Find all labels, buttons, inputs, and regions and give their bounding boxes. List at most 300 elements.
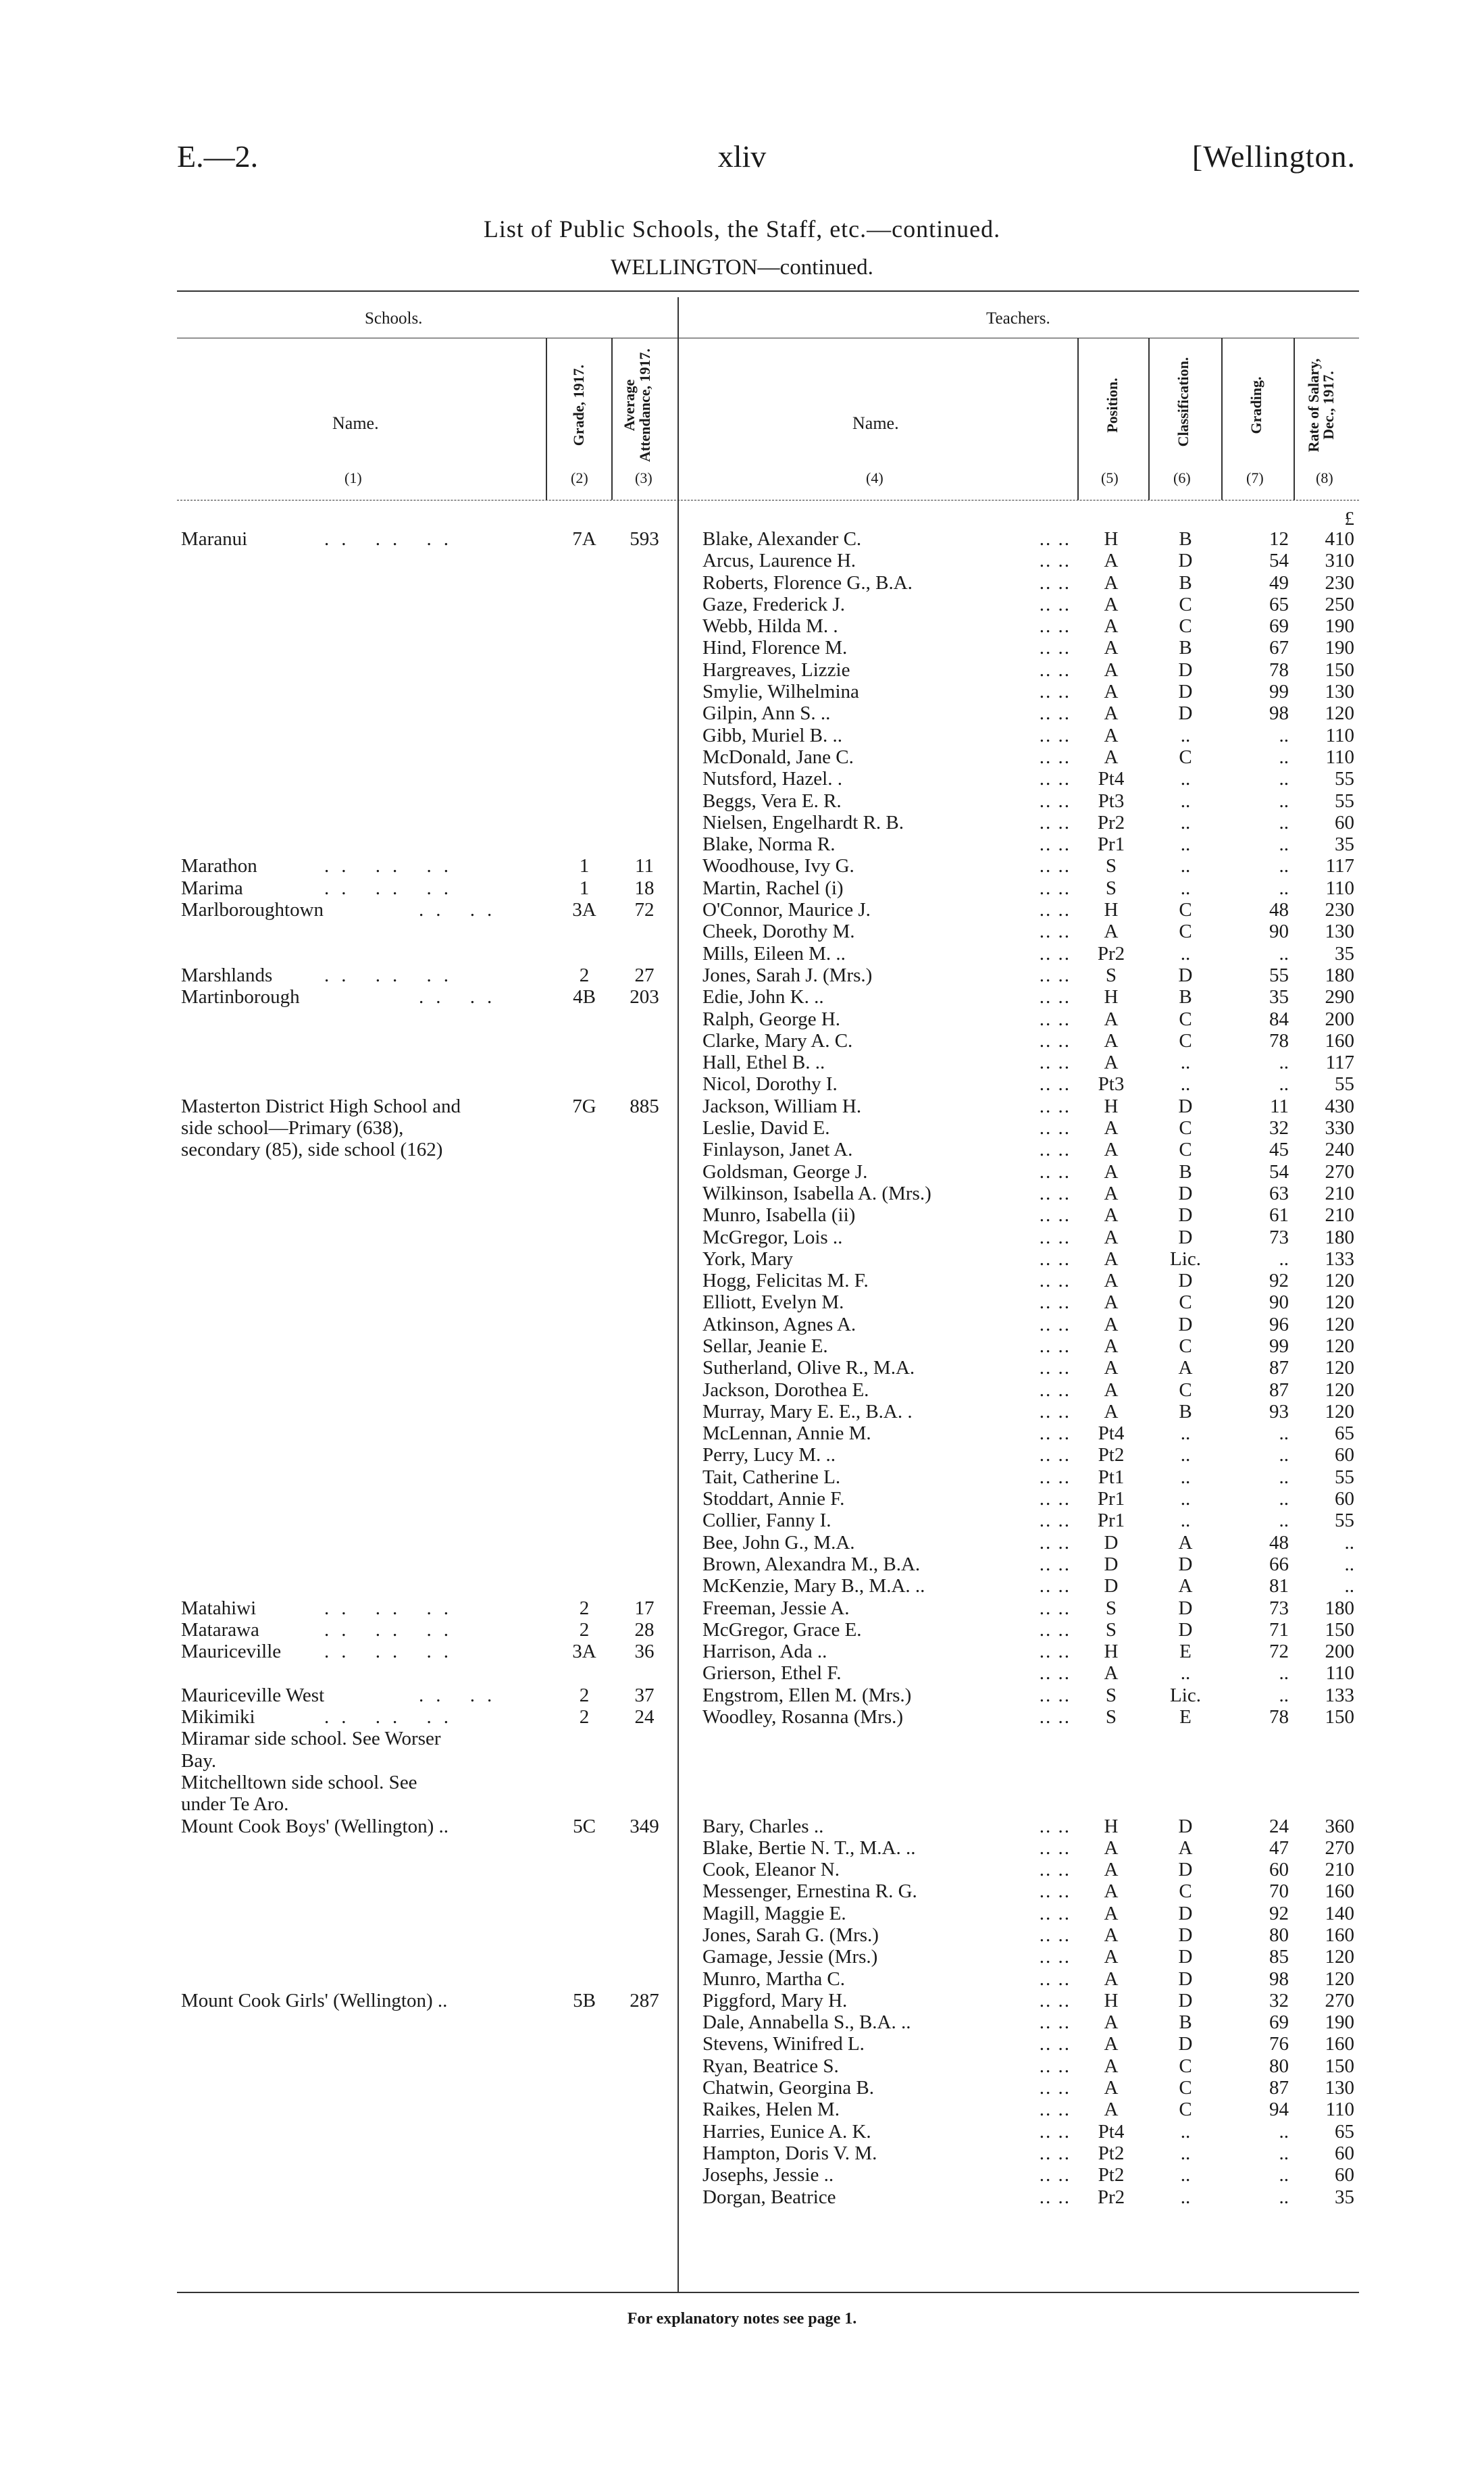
teacher-classification: C: [1179, 921, 1192, 943]
teacher-position: Pr2: [1097, 2186, 1125, 2208]
teacher-position: A: [1104, 1357, 1119, 1379]
teacher-position: A: [1104, 1226, 1119, 1248]
teacher-classification: C: [1179, 899, 1192, 921]
table-row: [0, 1685, 1484, 1706]
teacher-classification: B: [1179, 1160, 1192, 1183]
salary-rate: 110: [1325, 746, 1354, 768]
teacher-name: Harrison, Ada ..: [702, 1641, 827, 1663]
table-row: [0, 1532, 1484, 1554]
average-attendance: 593: [630, 528, 659, 550]
salary-rate: ..: [1344, 1531, 1354, 1554]
table-row: [0, 1816, 1484, 1837]
salary-rate: 110: [1325, 724, 1354, 746]
school-grade: 4B: [573, 986, 596, 1008]
leader-dots: .. ..: [1039, 2142, 1071, 2164]
average-attendance: 11: [635, 855, 654, 877]
teacher-grading: ..: [1279, 811, 1289, 833]
salary-rate: 290: [1325, 986, 1354, 1008]
table-row: [0, 1706, 1484, 1728]
leader-dots: .. ..: [1039, 1466, 1071, 1488]
table-row: [0, 2142, 1484, 2164]
teacher-classification: ..: [1180, 1662, 1191, 1685]
leader-dots: .. ..: [1039, 1924, 1071, 1946]
salary-rate: 60: [1335, 2142, 1354, 2164]
schools-group-heading: Schools.: [365, 309, 423, 328]
teacher-position: Pt1: [1098, 1466, 1125, 1488]
salary-heading: Rate of Salary, Dec., 1917.: [1305, 358, 1337, 453]
teacher-name: Cook, Eleanor N.: [702, 1859, 840, 1881]
table-row: [0, 1597, 1484, 1619]
teacher-name: Nicol, Dorothy I.: [702, 1073, 838, 1096]
teacher-name: Dorgan, Beatrice: [702, 2186, 836, 2208]
table-body: [0, 528, 1484, 2208]
col-divider: [1148, 338, 1150, 500]
table-row: [0, 1052, 1484, 1073]
column-number: (4): [866, 469, 884, 486]
leader-dots: .. ..: [1039, 1641, 1071, 1663]
teacher-name: Blake, Bertie N. T., M.A. ..: [702, 1837, 916, 1859]
table-row: [0, 2099, 1484, 2120]
page-title: List of Public Schools, the Staff, etc.—continued.: [483, 215, 1001, 242]
teacher-classification: C: [1179, 746, 1192, 768]
col-divider: [611, 338, 613, 500]
teacher-grading: 85: [1269, 1946, 1289, 1968]
teacher-name: Freeman, Jessie A.: [702, 1597, 850, 1619]
leader-dots: .. ..: [1039, 724, 1071, 746]
teacher-classification: D: [1178, 1815, 1193, 1837]
leader-dots: .. ..: [1039, 2011, 1071, 2034]
table-row: [0, 1335, 1484, 1357]
leader-dots: .. ..: [1039, 1815, 1071, 1837]
leader-dots: .. ..: [1039, 746, 1071, 768]
teacher-position: A: [1104, 1924, 1119, 1946]
teacher-position: A: [1104, 637, 1119, 659]
salary-rate: 120: [1325, 1335, 1354, 1357]
table-top-rule: [177, 290, 1359, 292]
teacher-position: A: [1104, 702, 1119, 725]
teacher-position: H: [1104, 1641, 1119, 1663]
leader-dots: .. ..: [1039, 702, 1071, 725]
teacher-classification: B: [1179, 2011, 1192, 2034]
salary-rate: 130: [1325, 2077, 1354, 2099]
teacher-grading: 66: [1269, 1553, 1289, 1575]
teacher-classification: B: [1179, 1400, 1192, 1422]
leader-dots: .. ..: [1039, 615, 1071, 638]
teacher-position: Pt4: [1098, 768, 1125, 790]
teacher-classification: A: [1178, 1575, 1193, 1597]
school-name: secondary (85), side school (162): [181, 1139, 443, 1161]
salary-rate: 55: [1335, 768, 1354, 790]
teacher-position: A: [1104, 1008, 1119, 1030]
table-row: [0, 943, 1484, 965]
position-heading: Position.: [1104, 378, 1121, 433]
table-row: [0, 572, 1484, 594]
table-row: [0, 1990, 1484, 2011]
teacher-classification: ..: [1180, 790, 1191, 812]
teacher-position: Pt2: [1098, 1444, 1125, 1466]
teacher-grading: 70: [1269, 1880, 1289, 1903]
leader-dots: .. ..: [1039, 1859, 1071, 1881]
teacher-grading: ..: [1279, 1444, 1289, 1466]
salary-rate: 110: [1325, 1662, 1354, 1685]
teacher-name: Hall, Ethel B. ..: [702, 1052, 825, 1074]
teacher-position: A: [1104, 724, 1119, 746]
teacher-classification: ..: [1180, 855, 1191, 877]
salary-rate: 160: [1325, 2033, 1354, 2055]
leader-dots: .. ..: [419, 899, 505, 921]
table-row: [0, 2033, 1484, 2055]
table-row: [0, 1641, 1484, 1662]
teacher-name: Brown, Alexandra M., B.A.: [702, 1553, 921, 1575]
leader-dots: .. ..: [1039, 811, 1071, 833]
teacher-grading: 96: [1269, 1313, 1289, 1335]
teacher-name: York, Mary: [702, 1248, 794, 1270]
table-row: [0, 790, 1484, 812]
table-bottom-rule: [177, 2292, 1359, 2293]
teacher-name: Gilpin, Ann S. ..: [702, 702, 831, 725]
leader-dots: .. ..: [1039, 1139, 1071, 1161]
salary-rate: 55: [1335, 1510, 1354, 1532]
leader-dots: .. ..: [1039, 877, 1071, 899]
table-row: [0, 1662, 1484, 1684]
teacher-grading: 61: [1269, 1204, 1289, 1227]
leader-dots: .. ..: [1039, 1313, 1071, 1335]
teacher-grading: 84: [1269, 1008, 1289, 1030]
teacher-grading: 60: [1269, 1859, 1289, 1881]
leader-dots: .. ..: [1039, 2099, 1071, 2121]
teacher-name: Sutherland, Olive R., M.A.: [702, 1357, 915, 1379]
salary-rate: 180: [1325, 1226, 1354, 1248]
teacher-position: A: [1104, 681, 1119, 703]
leader-dots: .. ..: [1039, 571, 1071, 594]
salary-rate: 60: [1335, 811, 1354, 833]
teacher-name: Munro, Isabella (ii): [702, 1204, 856, 1227]
table-row: [0, 1008, 1484, 1030]
teacher-grading: 48: [1269, 899, 1289, 921]
leader-dots: .. ..: [1039, 1968, 1071, 1990]
school-name: Matahiwi: [181, 1597, 257, 1619]
salary-rate: 270: [1325, 1989, 1354, 2011]
teacher-position: H: [1104, 528, 1119, 550]
salary-rate: 310: [1325, 550, 1354, 572]
table-row: [0, 615, 1484, 637]
teacher-grading: 69: [1269, 2011, 1289, 2034]
table-row: [0, 2011, 1484, 2033]
table-row: [0, 681, 1484, 702]
teacher-grading: 54: [1269, 550, 1289, 572]
teacher-classification: C: [1179, 1117, 1192, 1139]
table-row: [0, 1880, 1484, 1902]
school-name: Mount Cook Girls' (Wellington) ..: [181, 1989, 448, 2011]
teacher-name: Hargreaves, Lizzie: [702, 659, 850, 681]
table-row: [0, 1466, 1484, 1488]
teacher-classification: D: [1178, 550, 1193, 572]
average-attendance: 28: [634, 1618, 655, 1641]
teacher-position: A: [1104, 571, 1119, 594]
table-row: [0, 1270, 1484, 1291]
teacher-classification: D: [1178, 1859, 1193, 1881]
teacher-position: A: [1104, 1313, 1119, 1335]
teacher-classification: C: [1179, 1335, 1192, 1357]
salary-rate: 230: [1325, 899, 1354, 921]
school-grade: 7G: [572, 1095, 596, 1117]
teacher-classification: ..: [1180, 1510, 1191, 1532]
table-row: [0, 1030, 1484, 1052]
leader-dots: .. ..: [1039, 659, 1071, 681]
school-grade: 3A: [572, 899, 596, 921]
table-row: [0, 528, 1484, 550]
teacher-grading: 24: [1269, 1815, 1289, 1837]
leader-dots: .. ..: [1039, 1270, 1071, 1292]
salary-rate: 180: [1325, 964, 1354, 986]
teacher-classification: ..: [1180, 811, 1191, 833]
teacher-position: A: [1104, 1335, 1119, 1357]
salary-rate: 120: [1325, 1291, 1354, 1314]
salary-rate: 160: [1325, 1924, 1354, 1946]
table-row: [0, 1357, 1484, 1379]
teacher-position: A: [1104, 2099, 1119, 2121]
leader-dots: .. ..: [1039, 1880, 1071, 1903]
teacher-grading: ..: [1279, 942, 1289, 965]
teacher-name: Atkinson, Agnes A.: [702, 1313, 856, 1335]
teacher-grading: 93: [1269, 1400, 1289, 1422]
teacher-classification: ..: [1180, 2164, 1191, 2186]
school-name: Martinborough: [181, 986, 300, 1008]
grade-heading: Grade, 1917.: [570, 364, 587, 446]
teacher-classification: ..: [1180, 2186, 1191, 2208]
teacher-position: A: [1104, 615, 1119, 638]
teacher-classification: B: [1179, 571, 1192, 594]
leader-dots: .. ..: [1039, 855, 1071, 877]
teacher-position: Pr2: [1097, 942, 1125, 965]
teacher-name: Hind, Florence M.: [702, 637, 848, 659]
salary-rate: 190: [1325, 2011, 1354, 2034]
leader-dots: .. ..: [1039, 1248, 1071, 1270]
teacher-grading: 49: [1269, 571, 1289, 594]
teacher-name: Jackson, Dorothea E.: [702, 1379, 869, 1401]
leader-dots: .. ..: [1039, 1160, 1071, 1183]
teacher-grading: ..: [1279, 877, 1289, 899]
school-name: Mauriceville West: [181, 1684, 325, 1706]
teacher-grading: 12: [1269, 528, 1289, 550]
teacher-classification: C: [1179, 2077, 1192, 2099]
salary-rate: ..: [1344, 1575, 1354, 1597]
teacher-name: Dale, Annabella S., B.A. ..: [702, 2011, 911, 2034]
salary-rate: 120: [1325, 1379, 1354, 1401]
page-code: E.—2.: [177, 139, 259, 174]
table-row: [0, 855, 1484, 877]
salary-rate: 60: [1335, 2164, 1354, 2186]
teacher-grading: 78: [1269, 1706, 1289, 1728]
table-row: [0, 1750, 1484, 1772]
average-attendance: 27: [634, 964, 655, 986]
leader-dots: .. ..: [1039, 1335, 1071, 1357]
leader-dots: .. ..: [1039, 1117, 1071, 1139]
salary-rate: 200: [1325, 1008, 1354, 1030]
teacher-position: A: [1104, 746, 1119, 768]
teacher-classification: A: [1178, 1837, 1193, 1859]
teacher-name: Smylie, Wilhelmina: [702, 681, 859, 703]
teacher-position: D: [1104, 1575, 1119, 1597]
teacher-position: A: [1104, 1946, 1119, 1968]
teacher-name: Roberts, Florence G., B.A.: [702, 571, 913, 594]
teacher-position: H: [1104, 899, 1119, 921]
teacher-name: Elliott, Evelyn M.: [702, 1291, 844, 1314]
classification-heading: Classification.: [1175, 357, 1192, 447]
table-row: [0, 594, 1484, 615]
school-grade: 5C: [573, 1815, 596, 1837]
teacher-classification: C: [1179, 615, 1192, 638]
teacher-grading: 11: [1270, 1095, 1289, 1117]
salary-rate: 35: [1335, 942, 1354, 965]
teacher-grading: ..: [1279, 1073, 1289, 1096]
teacher-position: A: [1104, 1291, 1119, 1314]
teacher-grading: 48: [1269, 1531, 1289, 1554]
salary-rate: 360: [1325, 1815, 1354, 1837]
col-divider: [1294, 338, 1295, 500]
teacher-name: Nielsen, Engelhardt R. B.: [702, 811, 904, 833]
teacher-grading: 87: [1269, 1379, 1289, 1401]
teacher-name: McLennan, Annie M.: [702, 1422, 871, 1445]
teacher-name: Messenger, Ernestina R. G.: [702, 1880, 917, 1903]
school-grade: 2: [579, 1618, 590, 1641]
teacher-classification: ..: [1180, 768, 1191, 790]
teacher-classification: ..: [1180, 833, 1191, 856]
teacher-grading: 71: [1269, 1618, 1289, 1641]
teacher-position: A: [1104, 1248, 1119, 1270]
teacher-position: A: [1104, 1662, 1119, 1685]
teacher-position: Pt2: [1098, 2164, 1125, 2186]
teacher-grading: 32: [1269, 1989, 1289, 2011]
leader-dots: .. ..: [1039, 833, 1071, 856]
teacher-position: Pr1: [1097, 833, 1125, 856]
table-row: [0, 2055, 1484, 2077]
teacher-classification: D: [1178, 1553, 1193, 1575]
salary-rate: 110: [1325, 877, 1354, 899]
teacher-name: O'Connor, Maurice J.: [702, 899, 871, 921]
table-row: [0, 1379, 1484, 1401]
teacher-grading: 94: [1269, 2099, 1289, 2121]
teacher-name-heading: Name.: [852, 413, 899, 433]
teacher-position: A: [1104, 1902, 1119, 1924]
teacher-position: Pr2: [1097, 811, 1125, 833]
salary-rate: 133: [1325, 1248, 1354, 1270]
teacher-grading: 99: [1269, 1335, 1289, 1357]
teacher-classification: B: [1179, 986, 1192, 1008]
teacher-classification: C: [1179, 2055, 1192, 2077]
teacher-name: Blake, Alexander C.: [702, 528, 862, 550]
teacher-classification: ..: [1180, 1422, 1191, 1445]
teacher-position: A: [1104, 1182, 1119, 1204]
leader-dots: .. .. ..: [324, 877, 461, 899]
salary-rate: 110: [1325, 2099, 1354, 2121]
table-row: [0, 1422, 1484, 1444]
salary-rate: 120: [1325, 1313, 1354, 1335]
salary-rate: 150: [1325, 2055, 1354, 2077]
teacher-name: Gamage, Jessie (Mrs.): [702, 1946, 878, 1968]
teacher-classification: D: [1178, 2033, 1193, 2055]
teacher-name: Stoddart, Annie F.: [702, 1488, 845, 1510]
salary-rate: 410: [1325, 528, 1354, 550]
teacher-grading: 72: [1269, 1641, 1289, 1663]
teacher-grading: 92: [1269, 1902, 1289, 1924]
teacher-classification: Lic.: [1170, 1684, 1201, 1706]
teacher-grading: 76: [1269, 2033, 1289, 2055]
teacher-position: S: [1105, 1706, 1117, 1728]
salary-rate: 160: [1325, 1029, 1354, 1052]
page-subtitle: WELLINGTON—continued.: [611, 255, 873, 280]
school-name: Maranui: [181, 528, 248, 550]
teacher-name: Arcus, Laurence H.: [702, 550, 856, 572]
teacher-name: Collier, Fanny I.: [702, 1510, 831, 1532]
teacher-position: A: [1104, 2077, 1119, 2099]
leader-dots: .. ..: [1039, 1182, 1071, 1204]
leader-dots: .. ..: [1039, 1379, 1071, 1401]
table-row: [0, 1619, 1484, 1641]
school-name: Mikimiki: [181, 1706, 255, 1728]
teacher-classification: D: [1178, 1095, 1193, 1117]
teacher-grading: ..: [1279, 1422, 1289, 1445]
teacher-grading: 47: [1269, 1837, 1289, 1859]
teacher-grading: 90: [1269, 1291, 1289, 1314]
teacher-position: Pt3: [1098, 790, 1125, 812]
average-attendance: 349: [630, 1815, 659, 1837]
column-number: (6): [1173, 469, 1191, 486]
teacher-classification: C: [1179, 1008, 1192, 1030]
column-number: (7): [1246, 469, 1264, 486]
leader-dots: .. ..: [1039, 2055, 1071, 2077]
salary-rate: 150: [1325, 1706, 1354, 1728]
salary-rate: 190: [1325, 615, 1354, 638]
table-row: [0, 1204, 1484, 1226]
teacher-name: Webb, Hilda M. .: [702, 615, 838, 638]
table-row: [0, 1903, 1484, 1924]
salary-rate: 120: [1325, 1400, 1354, 1422]
teacher-classification: D: [1178, 1597, 1193, 1619]
table-row: [0, 877, 1484, 899]
teacher-name: Woodhouse, Ivy G.: [702, 855, 854, 877]
salary-rate: ..: [1344, 1553, 1354, 1575]
teacher-name: Goldsman, George J.: [702, 1160, 868, 1183]
teacher-classification: A: [1178, 1357, 1193, 1379]
table-row: [0, 1946, 1484, 1968]
teacher-classification: E: [1179, 1706, 1192, 1728]
leader-dots: .. ..: [1039, 921, 1071, 943]
teacher-classification: ..: [1180, 724, 1191, 746]
teacher-grading: ..: [1279, 2120, 1289, 2142]
table-row: [0, 1161, 1484, 1183]
teacher-position: D: [1104, 1531, 1119, 1554]
leader-dots: .. ..: [1039, 1008, 1071, 1030]
teacher-grading: 54: [1269, 1160, 1289, 1183]
average-attendance: 885: [630, 1095, 659, 1117]
average-attendance: 36: [634, 1641, 655, 1663]
teacher-grading: 80: [1269, 2055, 1289, 2077]
leader-dots: .. .. ..: [324, 1641, 461, 1663]
teacher-grading: 98: [1269, 702, 1289, 725]
table-row: [0, 812, 1484, 833]
teacher-classification: D: [1178, 1968, 1193, 1990]
salary-rate: 190: [1325, 637, 1354, 659]
teacher-grading: ..: [1279, 724, 1289, 746]
teacher-classification: C: [1179, 1379, 1192, 1401]
table-row: [0, 1575, 1484, 1597]
leader-dots: .. ..: [1039, 986, 1071, 1008]
teacher-position: A: [1104, 1270, 1119, 1292]
school-name: Miramar side school. See Worser: [181, 1728, 441, 1750]
table-row: [0, 1968, 1484, 1990]
leader-dots: .. ..: [1039, 1902, 1071, 1924]
